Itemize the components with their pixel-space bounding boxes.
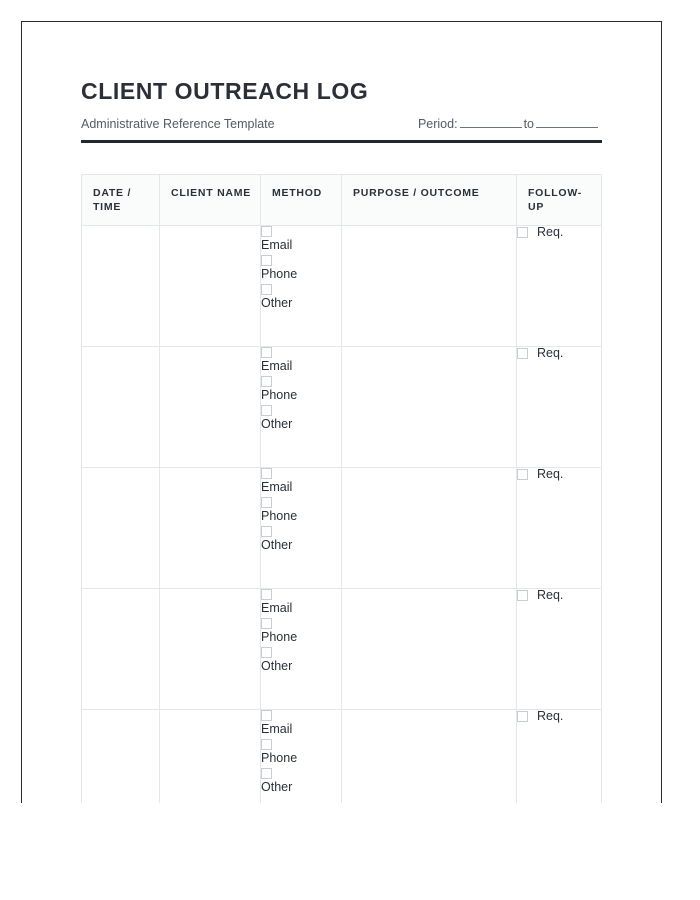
cell-followup	[517, 226, 602, 347]
followup-required-option[interactable]	[517, 468, 601, 481]
method-option-other[interactable]	[261, 768, 341, 795]
cell-purpose[interactable]	[342, 226, 517, 347]
checkbox-icon[interactable]	[261, 405, 272, 416]
method-option-email[interactable]	[261, 468, 341, 495]
cell-method	[261, 226, 342, 347]
cell-followup	[517, 589, 602, 710]
method-option-phone[interactable]	[261, 497, 341, 524]
document-page	[21, 21, 662, 803]
checkbox-icon[interactable]	[517, 469, 528, 480]
followup-required-option[interactable]	[517, 347, 601, 360]
method-option-phone[interactable]	[261, 376, 341, 403]
method-option-label: Email	[261, 601, 293, 616]
period-end-blank[interactable]	[536, 127, 598, 128]
method-option-label: Other	[261, 295, 293, 310]
checkbox-icon[interactable]	[261, 255, 272, 266]
period-label: Period:	[417, 117, 458, 132]
table-body	[82, 226, 602, 803]
cell-method	[261, 589, 342, 710]
checkbox-icon[interactable]	[261, 468, 272, 479]
checkbox-icon[interactable]	[517, 711, 528, 722]
period-start-blank[interactable]	[460, 127, 522, 128]
cell-date[interactable]	[82, 347, 160, 468]
checkbox-icon[interactable]	[517, 348, 528, 359]
table-row	[82, 347, 602, 468]
cell-client[interactable]	[160, 589, 261, 710]
method-option-email[interactable]	[261, 710, 341, 737]
cell-date[interactable]	[82, 468, 160, 589]
column-header-method: METHOD	[261, 175, 342, 226]
followup-required-option[interactable]	[517, 710, 601, 723]
followup-label: Req.	[537, 346, 564, 361]
method-option-label: Phone	[261, 267, 298, 282]
table-header-row	[82, 175, 602, 226]
method-option-label: Phone	[261, 630, 298, 645]
followup-label: Req.	[537, 225, 564, 240]
checkbox-icon[interactable]	[261, 618, 272, 629]
method-option-other[interactable]	[261, 526, 341, 553]
checkbox-icon[interactable]	[261, 739, 272, 750]
checkbox-icon[interactable]	[261, 226, 272, 237]
cell-purpose[interactable]	[342, 468, 517, 589]
method-option-phone[interactable]	[261, 255, 341, 282]
checkbox-icon[interactable]	[261, 376, 272, 387]
outreach-log-table	[81, 174, 602, 803]
method-option-label: Phone	[261, 388, 298, 403]
method-option-label: Email	[261, 238, 293, 253]
method-option-other[interactable]	[261, 405, 341, 432]
cell-method	[261, 710, 342, 803]
checkbox-icon[interactable]	[261, 284, 272, 295]
method-option-label: Other	[261, 416, 293, 431]
method-option-phone[interactable]	[261, 739, 341, 766]
header-divider	[81, 140, 602, 143]
checkbox-icon[interactable]	[517, 227, 528, 238]
method-option-label: Other	[261, 537, 293, 552]
table-row	[82, 226, 602, 347]
method-option-other[interactable]	[261, 284, 341, 311]
checkbox-icon[interactable]	[261, 347, 272, 358]
table-row	[82, 710, 602, 803]
cell-purpose[interactable]	[342, 710, 517, 803]
checkbox-icon[interactable]	[261, 768, 272, 779]
method-option-label: Other	[261, 779, 293, 794]
followup-required-option[interactable]	[517, 589, 601, 602]
method-option-label: Email	[261, 722, 293, 737]
method-option-label: Phone	[261, 509, 298, 524]
method-option-label: Phone	[261, 751, 298, 766]
method-option-label: Email	[261, 359, 293, 374]
document-header	[81, 22, 601, 143]
followup-label: Req.	[537, 467, 564, 482]
cell-purpose[interactable]	[342, 347, 517, 468]
table-row	[82, 468, 602, 589]
period-field[interactable]	[418, 117, 601, 131]
method-option-other[interactable]	[261, 647, 341, 674]
cell-method	[261, 468, 342, 589]
checkbox-icon[interactable]	[261, 710, 272, 721]
followup-required-option[interactable]	[517, 226, 601, 239]
followup-label: Req.	[537, 588, 564, 603]
subtitle-row	[81, 117, 601, 131]
document-subtitle: Administrative Reference Template	[81, 117, 275, 132]
checkbox-icon[interactable]	[261, 497, 272, 508]
cell-followup	[517, 347, 602, 468]
cell-date[interactable]	[82, 589, 160, 710]
page-title: CLIENT OUTREACH LOG	[81, 78, 369, 104]
cell-date[interactable]	[82, 226, 160, 347]
method-option-label: Email	[261, 480, 293, 495]
table-row	[82, 589, 602, 710]
column-header-client: CLIENT NAME	[160, 175, 261, 226]
cell-client[interactable]	[160, 347, 261, 468]
checkbox-icon[interactable]	[261, 647, 272, 658]
cell-client[interactable]	[160, 468, 261, 589]
method-option-email[interactable]	[261, 347, 341, 374]
period-separator: to	[523, 117, 534, 132]
column-header-followup: FOLLOW-UP	[517, 175, 602, 226]
method-option-phone[interactable]	[261, 618, 341, 645]
cell-purpose[interactable]	[342, 589, 517, 710]
cell-client[interactable]	[160, 226, 261, 347]
cell-followup	[517, 468, 602, 589]
checkbox-icon[interactable]	[261, 526, 272, 537]
cell-method	[261, 347, 342, 468]
column-header-purpose: PURPOSE / OUTCOME	[342, 175, 517, 226]
method-option-label: Other	[261, 658, 293, 673]
checkbox-icon[interactable]	[261, 589, 272, 600]
column-header-date: DATE / TIME	[82, 175, 160, 226]
cell-client[interactable]	[160, 710, 261, 803]
method-option-email[interactable]	[261, 589, 341, 616]
followup-label: Req.	[537, 709, 564, 724]
cell-date[interactable]	[82, 710, 160, 803]
cell-followup	[517, 710, 602, 803]
method-option-email[interactable]	[261, 226, 341, 253]
checkbox-icon[interactable]	[517, 590, 528, 601]
